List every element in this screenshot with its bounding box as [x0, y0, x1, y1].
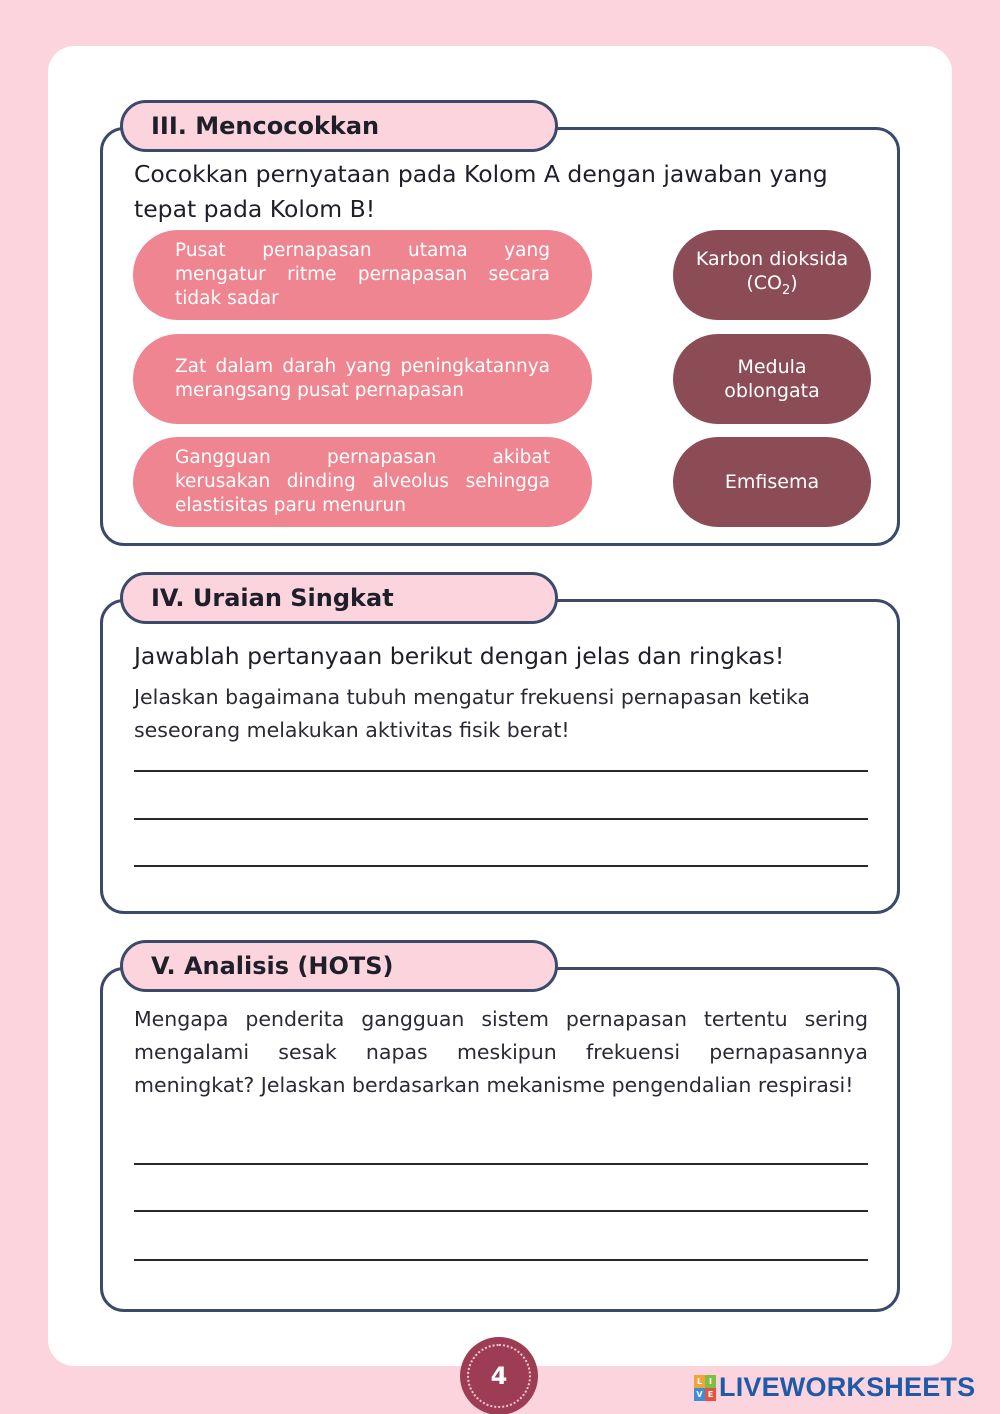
answer-line[interactable] [134, 1163, 868, 1165]
column-b-item-1[interactable] [673, 230, 871, 320]
matching-instruction: Cocokkan pernyataan pada Kolom A dengan jawaban yang tepat pada Kolom B! [134, 160, 828, 223]
answer-line[interactable] [134, 1259, 868, 1261]
column-b-item-2[interactable] [673, 334, 871, 424]
column-a-item-text: Gangguan pernapasan akibat kerusakan dinding alveolus sehingga elastisitas paru menurun [175, 447, 550, 516]
column-a-item-3[interactable] [133, 437, 592, 527]
column-a-item-2[interactable] [133, 334, 592, 424]
page-number: 4 [467, 1344, 531, 1408]
analysis-question: Mengapa penderita gangguan sistem pernapasan tertentu sering mengalami sesak napas meskipun frekuensi pernapasannya meningkat? Jelaskan berdasarkan mekanisme pengendalian respirasi! [134, 1007, 868, 1097]
liveworksheets-logo-icon: L I V E [694, 1375, 716, 1401]
matching-section-title: III. Mencocokkan [120, 100, 558, 152]
column-b-item-text: Karbon dioksida [695, 248, 849, 271]
column-b-item-formula: $(CO_2)$ [746, 272, 798, 298]
column-a-item-text: Zat dalam darah yang peningkatannya merangsang pusat pernapasan [175, 356, 550, 401]
column-b-item-text: oblongata [724, 380, 820, 402]
column-b-item-text: Medula [737, 356, 807, 378]
column-a-item-1[interactable] [133, 230, 592, 320]
liveworksheets-brand-text: LIVEWORKSHEETS [719, 1372, 976, 1402]
page-number-badge [460, 1337, 538, 1414]
short-answer-section-title: IV. Uraian Singkat [120, 572, 558, 624]
column-b-item-text: Emfisema [724, 471, 820, 493]
short-answer-question: Jelaskan bagaimana tubuh mengatur frekuensi pernapasan ketika seseorang melakukan aktivitas fisik berat! [134, 685, 810, 742]
answer-line[interactable] [134, 818, 868, 820]
column-a-item-text: Pusat pernapasan utama yang mengatur ritme pernapasan secara tidak sadar [175, 240, 550, 309]
answer-line[interactable] [134, 865, 868, 867]
liveworksheets-brand [694, 1372, 975, 1403]
column-b-item-3[interactable] [673, 437, 871, 527]
short-answer-instruction: Jawablah pertanyaan berikut dengan jelas dan ringkas! [134, 642, 785, 670]
analysis-section-title: V. Analisis (HOTS) [120, 940, 558, 992]
answer-line[interactable] [134, 770, 868, 772]
answer-line[interactable] [134, 1210, 868, 1212]
